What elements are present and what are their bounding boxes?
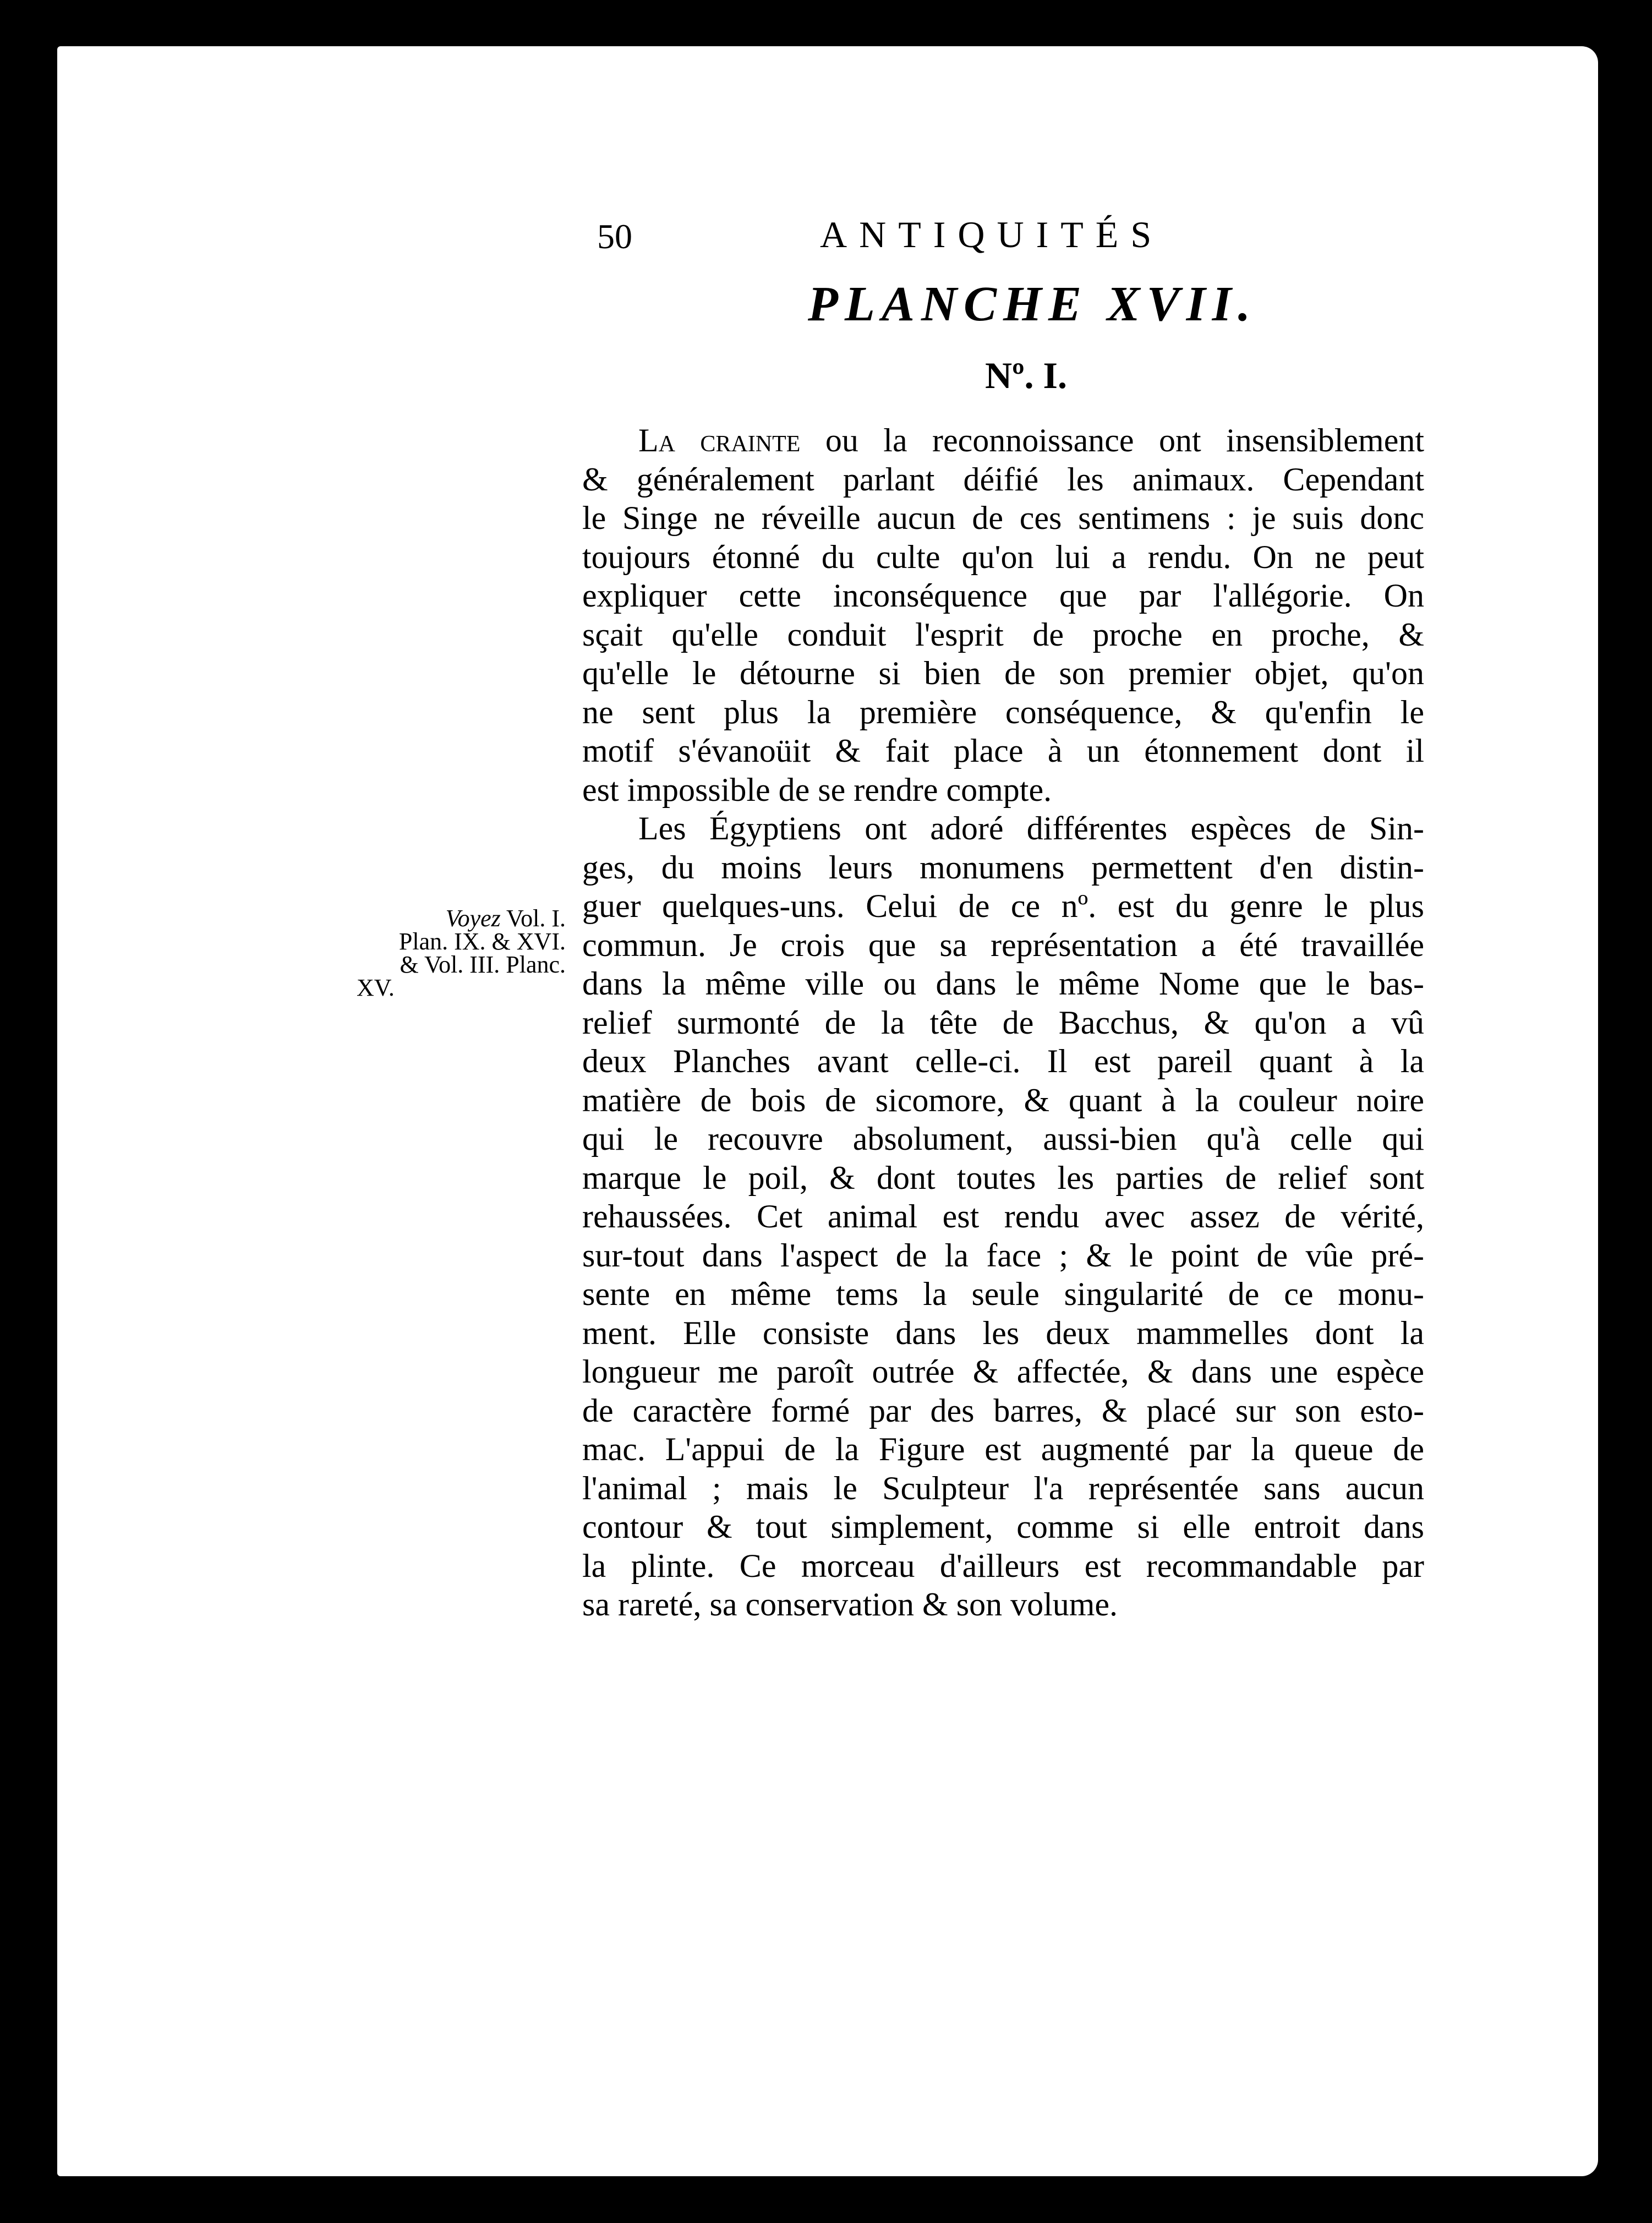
text-line: commun. Je crois que sa représentation a été travaillée bbox=[582, 926, 1424, 963]
text-line: rehaussées. Cet animal est rendu avec assez de vérité, bbox=[582, 1198, 1424, 1235]
text-line: sçait qu'elle conduit l'esprit de proche en proche, & bbox=[582, 616, 1424, 653]
text-line: le Singe ne réveille aucun de ces sentimens : je suis donc bbox=[582, 500, 1424, 536]
margin-note-voyez: Voyez bbox=[445, 905, 501, 932]
text-line bbox=[582, 421, 1424, 460]
text-line: sente en même tems la seule singularité de ce monu- bbox=[582, 1276, 1424, 1312]
text-line: & généralement parlant déifié les animaux. Cependant bbox=[582, 461, 1424, 498]
text-line: qu'elle le détourne si bien de son premier objet, qu'on bbox=[582, 655, 1424, 691]
margin-note-line: Plan. IX. & XVI. bbox=[398, 928, 566, 955]
text-line: longueur me paroît outrée & affectée, & dans une espèce bbox=[582, 1353, 1424, 1390]
body-text bbox=[582, 421, 1424, 1624]
margin-note-vol: Vol. I. bbox=[500, 905, 566, 932]
text-line: contour & tout simplement, comme si elle entroit dans bbox=[582, 1509, 1424, 1545]
text-line-content: ou la reconnoissance ont insensiblement bbox=[800, 422, 1424, 458]
text-line: deux Planches avant celle-ci. Il est pareil quant à la bbox=[582, 1043, 1424, 1079]
text-line: motif s'évanoüit & fait place à un étonnement dont il bbox=[582, 733, 1424, 769]
text-line: ment. Elle consiste dans les deux mammelles dont la bbox=[582, 1314, 1424, 1351]
text-line: sa rareté, sa conservation & son volume. bbox=[582, 1586, 1118, 1623]
running-head: ANTIQUITÉS bbox=[820, 214, 1164, 255]
plate-number: Nº. I. bbox=[985, 354, 1068, 396]
text-line: est impossible de se rendre compte. bbox=[582, 771, 1052, 808]
page-number: 50 bbox=[597, 217, 632, 256]
text-line: ges, du moins leurs monumens permettent d'en distin- bbox=[582, 849, 1424, 886]
text-line: qui le recouvre absolument, aussi-bien qu'à celle qui bbox=[582, 1121, 1424, 1157]
text-line: guer quelques-uns. Celui de ce nº. est du genre le plus bbox=[582, 888, 1424, 924]
text-line: toujours étonné du culte qu'on lui a rendu. On ne peut bbox=[582, 538, 1424, 575]
text-line: de caractère formé par des barres, & placé sur son esto- bbox=[582, 1392, 1424, 1429]
text-line: l'animal ; mais le Sculpteur l'a représentée sans aucun bbox=[582, 1470, 1424, 1506]
text-line: sur-tout dans l'aspect de la face ; & le point de vûe pré- bbox=[582, 1237, 1424, 1274]
margin-note-line: & Vol. III. Planc. bbox=[400, 951, 566, 978]
text-line: mac. L'appui de la Figure est augmenté par la queue de bbox=[582, 1431, 1424, 1467]
opening-small-caps: La crainte bbox=[638, 422, 801, 458]
text-line: relief surmonté de la tête de Bacchus, & qu'on a vû bbox=[582, 1004, 1424, 1041]
text-line: la plinte. Ce morceau d'ailleurs est recommandable par bbox=[582, 1547, 1424, 1584]
text-line: expliquer cette inconséquence que par l'allégorie. On bbox=[582, 577, 1424, 614]
plate-title: PLANCHE XVII. bbox=[808, 277, 1257, 331]
text-line: matière de bois de sicomore, & quant à la couleur noire bbox=[582, 1082, 1424, 1118]
margin-note-line bbox=[357, 907, 566, 930]
margin-note bbox=[357, 907, 566, 999]
text-line: Les Égyptiens ont adoré différentes espèces de Sin- bbox=[638, 810, 1424, 846]
margin-note-line: XV. bbox=[357, 974, 395, 1001]
text-line: marque le poil, & dont toutes les parties de relief sont bbox=[582, 1159, 1424, 1196]
text-line: ne sent plus la première conséquence, & qu'enfin le bbox=[582, 693, 1424, 730]
text-line: dans la même ville ou dans le même Nome que le bas- bbox=[582, 965, 1424, 1002]
